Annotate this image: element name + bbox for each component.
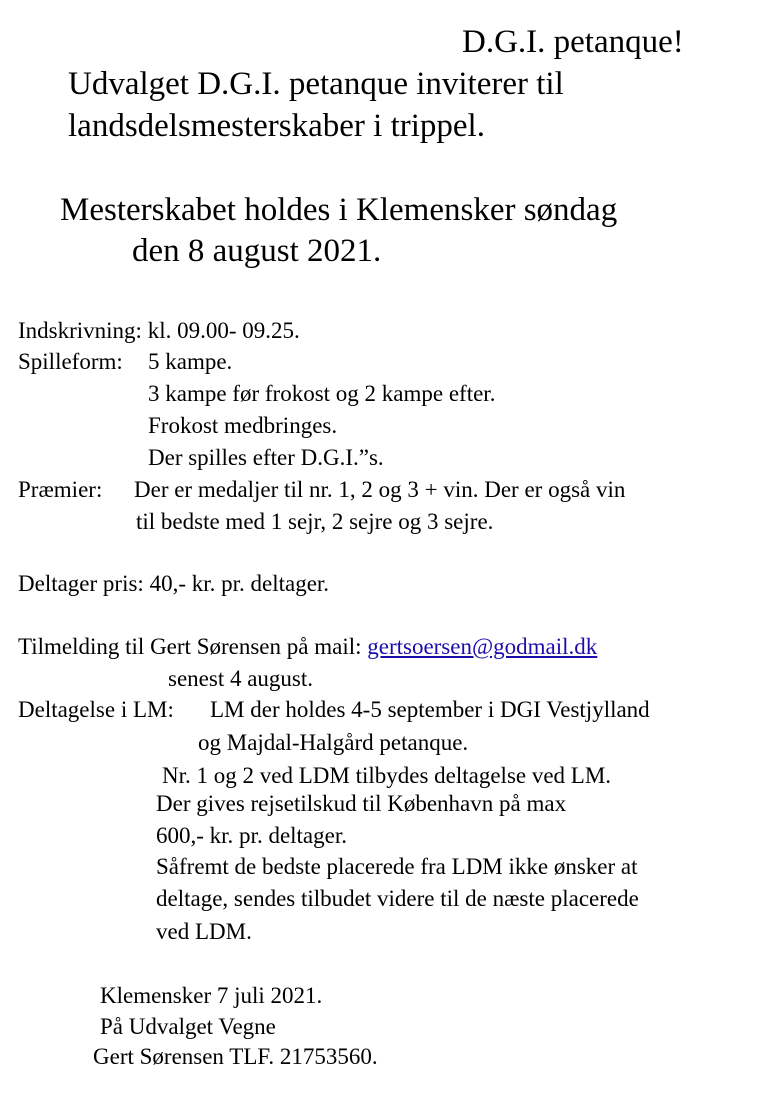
lm-line-1: LM der holdes 4-5 september i DGI Vestjylland <box>210 697 650 722</box>
format-line-1: 5 kampe. <box>148 349 233 374</box>
registration-text: Indskrivning: kl. 09.00- 09.25. <box>18 318 300 343</box>
price-text: Deltager pris: 40,- kr. pr. deltager. <box>18 571 330 596</box>
signature-on-behalf: På Udvalget Vegne <box>100 1014 276 1039</box>
heading-tag: D.G.I. petanque! <box>462 24 684 60</box>
lm-line-3: Nr. 1 og 2 ved LDM tilbydes deltagelse ved LM. <box>162 763 612 788</box>
heading-line-1: Udvalget D.G.I. petanque inviterer til <box>68 66 564 102</box>
heading-line-4: den 8 august 2021. <box>132 233 382 269</box>
lm-line-2: og Majdal-Halgård petanque. <box>198 730 469 755</box>
format-line-3: Frokost medbringes. <box>148 413 338 438</box>
format-line-2: 3 kampe før frokost og 2 kampe efter. <box>148 381 496 406</box>
lm-line-6: Såfremt de bedste placerede fra LDM ikke ønsker at <box>156 854 638 879</box>
lm-line-7: deltage, sendes tilbudet videre til de næste placerede <box>156 886 639 911</box>
prizes-line-2: til bedste med 1 sejr, 2 sejre og 3 sejre. <box>136 509 494 534</box>
signature-name-phone: Gert Sørensen TLF. 21753560. <box>93 1044 378 1069</box>
prizes-line-1: Der er medaljer til nr. 1, 2 og 3 + vin. Der er også vin <box>134 477 626 502</box>
signup-prefix: Tilmelding til Gert Sørensen på mail: <box>18 634 362 659</box>
lm-line-5: 600,- kr. pr. deltager. <box>156 823 347 848</box>
lm-label: Deltagelse i LM: <box>18 697 174 722</box>
lm-line-4: Der gives rejsetilskud til København på max <box>156 791 567 816</box>
format-line-4: Der spilles efter D.G.I.”s. <box>148 445 384 470</box>
format-label: Spilleform: <box>18 349 123 374</box>
signature-place-date: Klemensker 7 juli 2021. <box>100 983 323 1008</box>
prizes-label: Præmier: <box>18 477 103 502</box>
lm-line-8: ved LDM. <box>156 919 252 944</box>
heading-line-2: landsdelsmesterskaber i trippel. <box>68 108 485 144</box>
signup-email-link[interactable]: gertsoersen@godmail.dk <box>367 634 598 659</box>
heading-line-3: Mesterskabet holdes i Klemensker søndag <box>60 192 618 228</box>
signup-deadline: senest 4 august. <box>168 666 314 691</box>
signup-line <box>18 633 597 661</box>
